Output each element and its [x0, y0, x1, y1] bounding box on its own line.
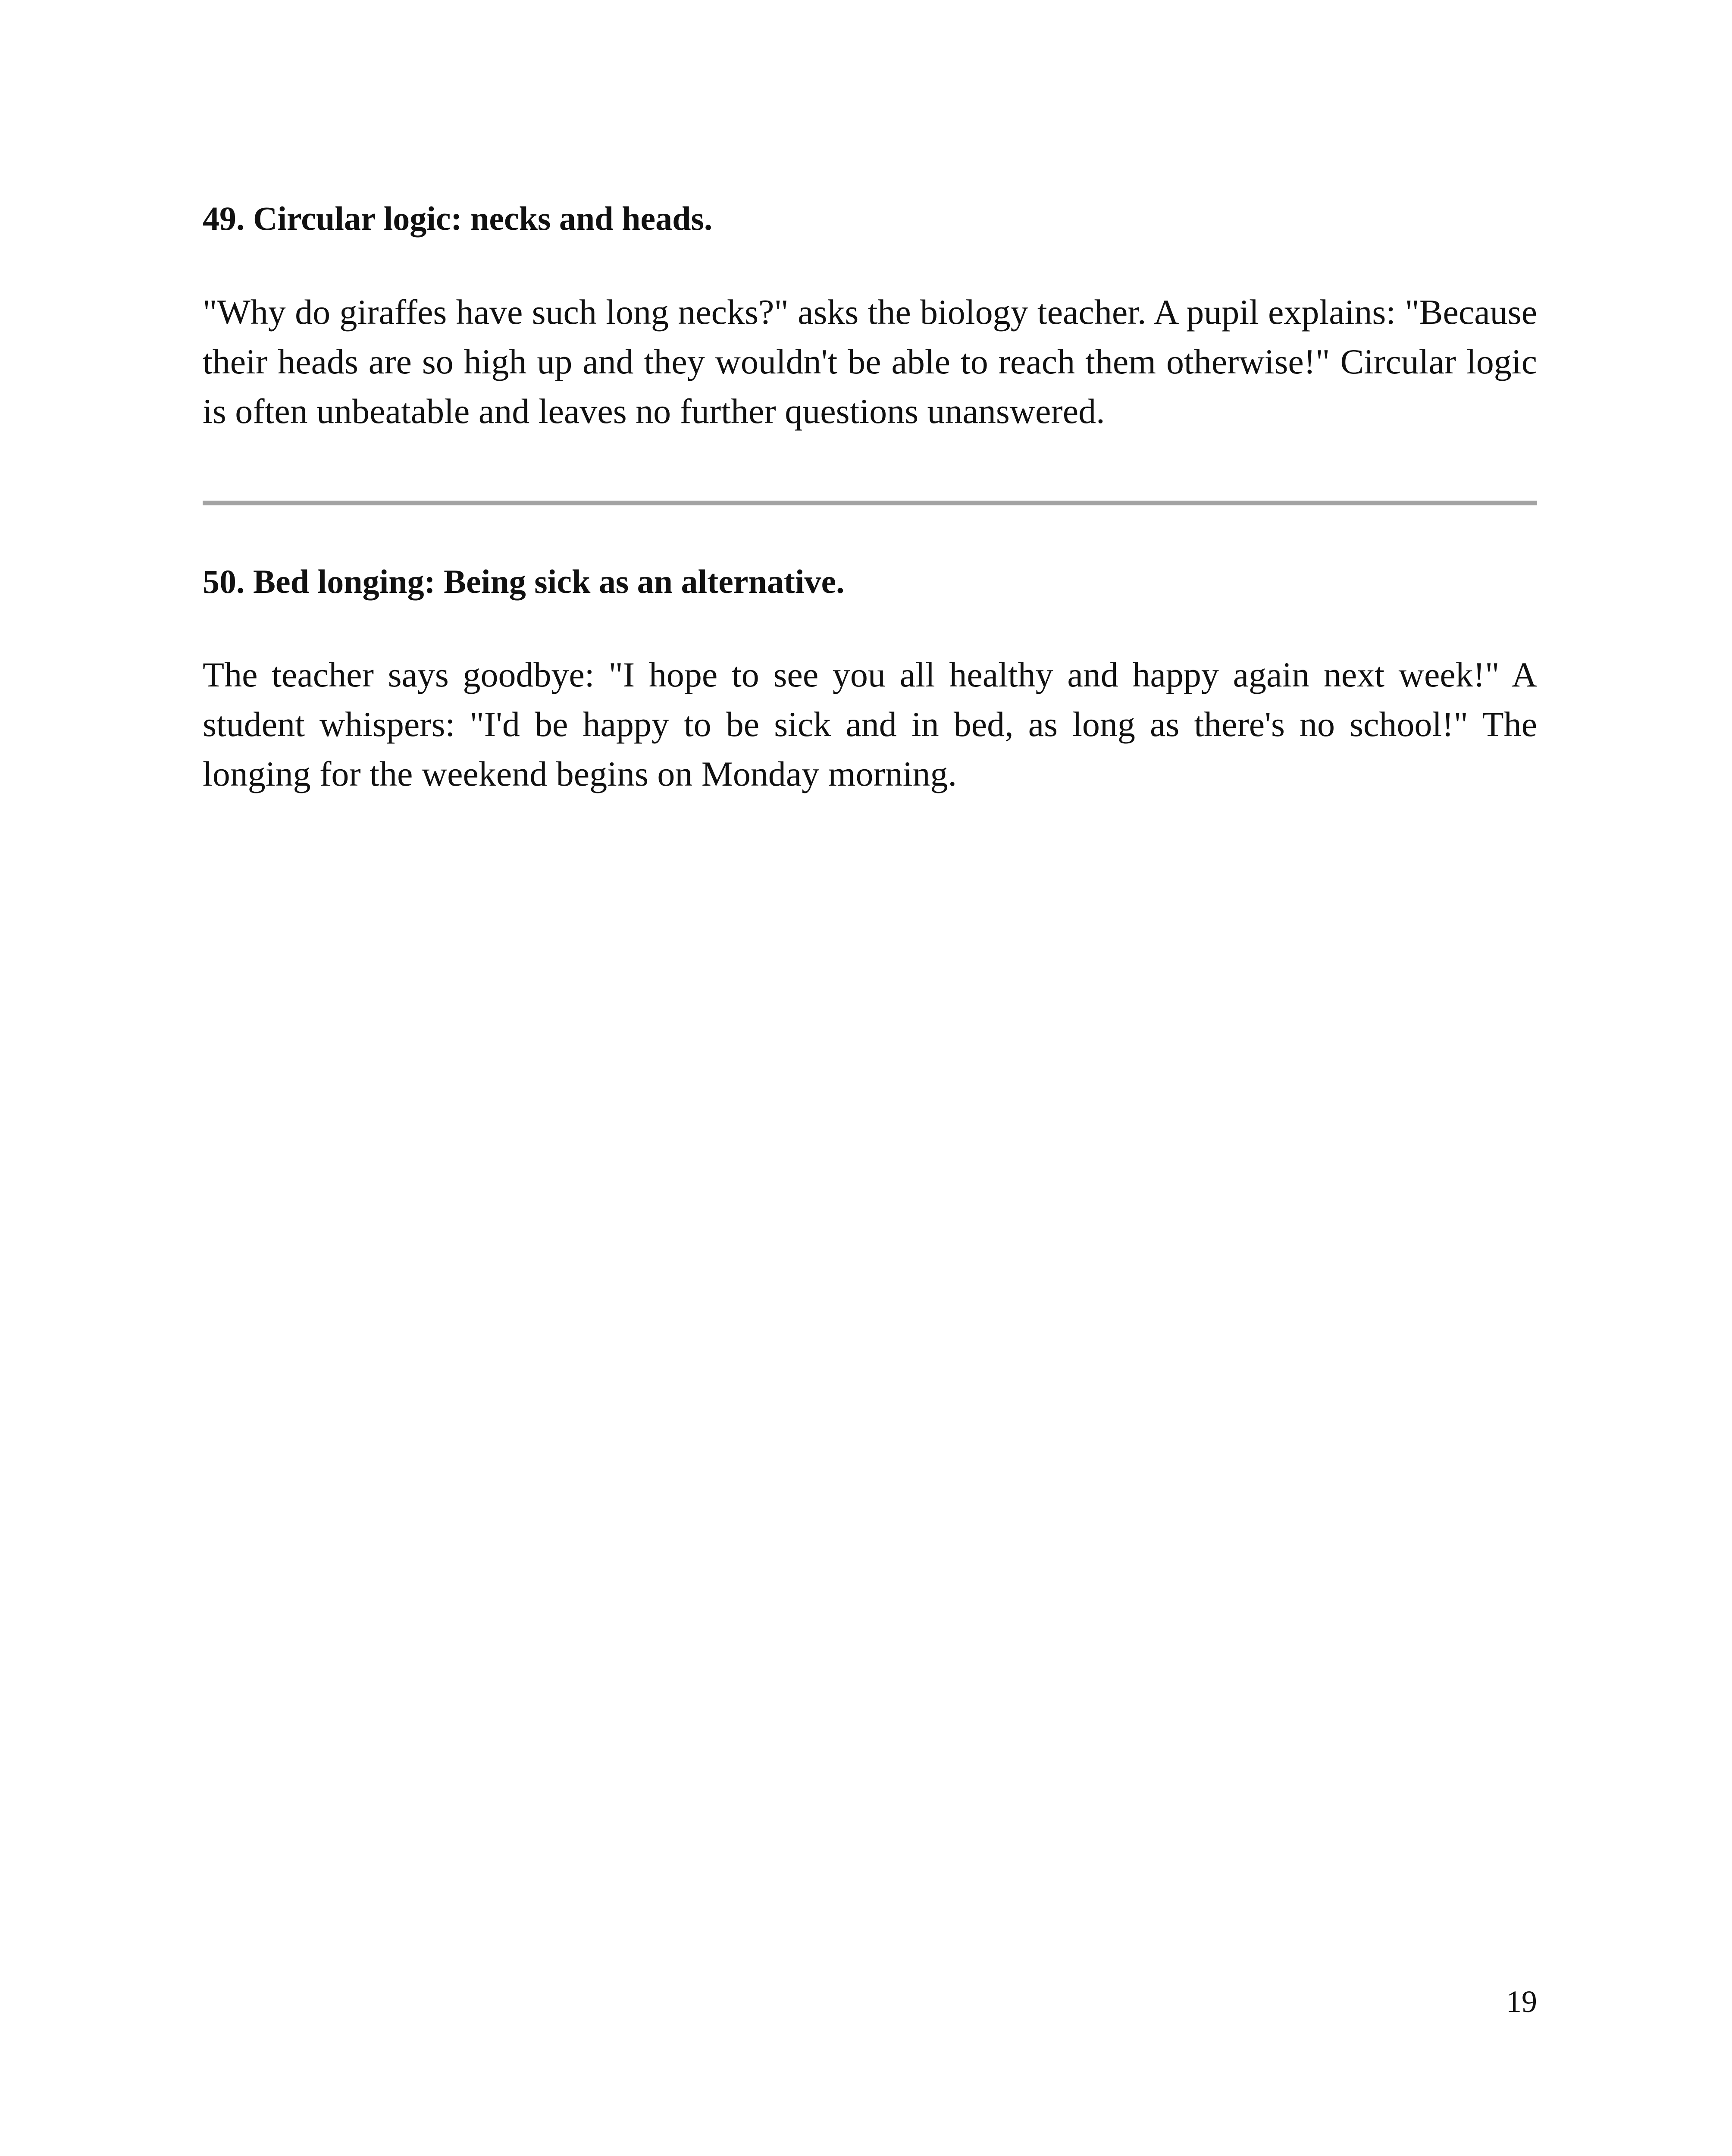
- section-heading: 49. Circular logic: necks and heads.: [203, 200, 713, 237]
- section-heading: 50. Bed longing: Being sick as an alternative.: [203, 562, 845, 600]
- section-paragraph: "Why do giraffes have such long necks?" asks the biology teacher. A pupil explains: "Because their heads are so high up and they wouldn't be able to reach them otherwise!" Circular logic is often unbeatable and leaves no further questions unanswered.: [203, 292, 1537, 431]
- section-paragraph: The teacher says goodbye: "I hope to see you all healthy and happy again next week!" A student whispers: "I'd be happy to be sick and in bed, as long as there's no school!" The longing for the weekend begins on Monday morning.: [203, 655, 1537, 794]
- page-content: [203, 198, 1537, 799]
- page-number: 19: [1506, 1984, 1537, 2019]
- section-divider: [203, 501, 1537, 505]
